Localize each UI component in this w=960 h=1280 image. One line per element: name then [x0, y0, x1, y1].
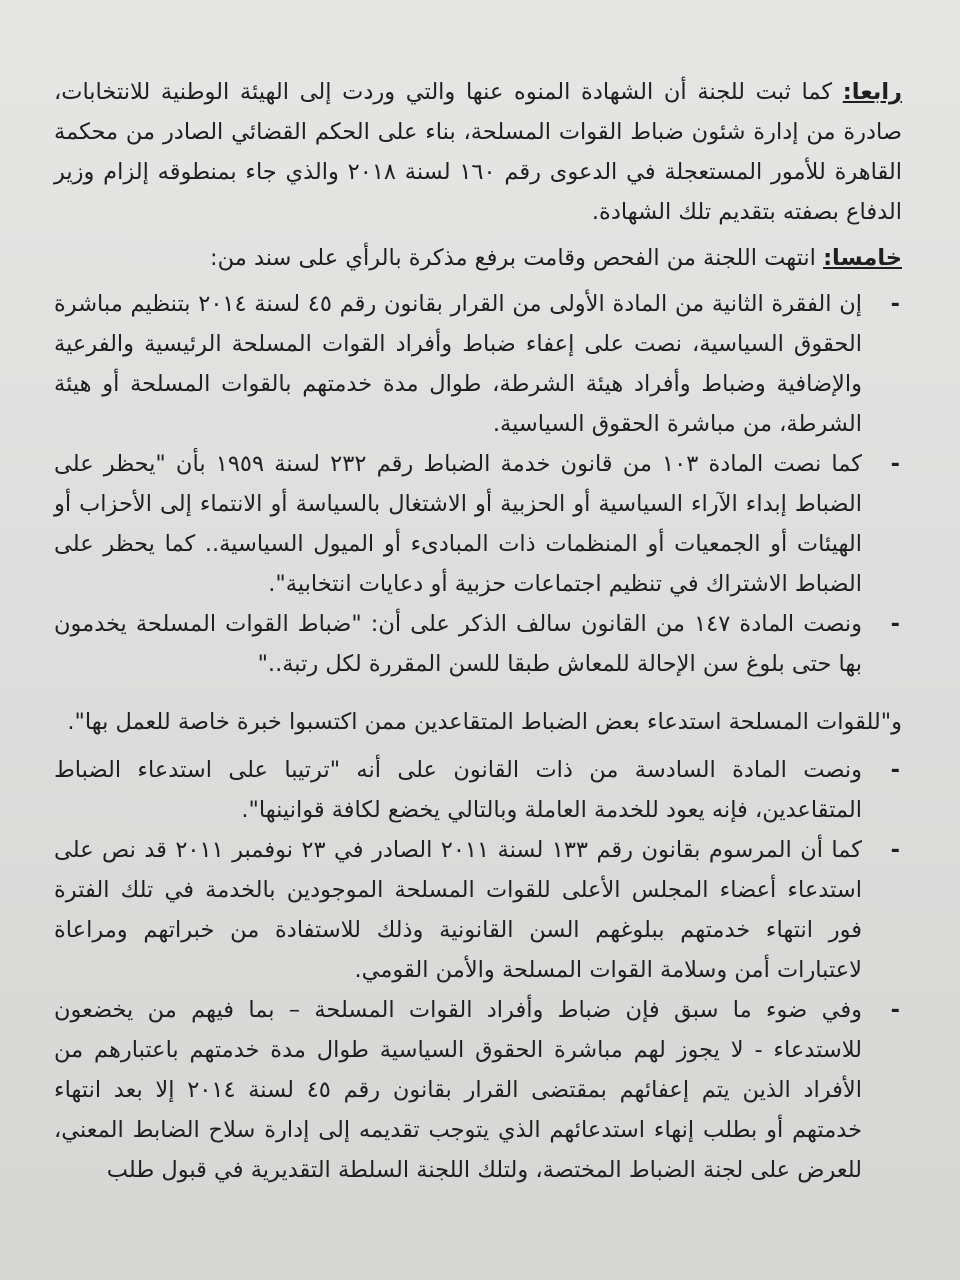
list-item-article-six [54, 750, 902, 830]
list-item-text: كما نصت المادة ١٠٣ من قانون خدمة الضباط رقم ٢٣٢ لسنة ١٩٥٩ بأن "يحظر على الضباط إبداء الآراء السياسية أو الحزبية أو الاشتغال بالسياسة أو الانتماء إلى الأحزاب أو الهيئات أو الجمعيات أو المنظمات ذات المبادىء أو الميول السياسية.. كما يحظر على الضباط الاشتراك في تنظيم اجتماعات حزبية أو دعايات انتخابية". [54, 451, 862, 597]
section-fourth [54, 72, 902, 232]
list-item-article-147 [54, 604, 902, 684]
section-fourth-text: كما ثبت للجنة أن الشهادة المنوه عنها والتي وردت إلى الهيئة الوطنية للانتخابات، صادرة من إدارة شئون ضباط القوات المسلحة، بناء على الحكم القضائي الصادر من محكمة القاهرة للأمور المستعجلة في الدعوى رقم ١٦٠ لسنة ٢٠١٨ والذي جاء بمنطوقه إلزام وزير الدفاع بصفته بتقديم تلك الشهادة. [54, 79, 902, 225]
list-item-text: إن الفقرة الثانية من المادة الأولى من القرار بقانون رقم ٤٥ لسنة ٢٠١٤ بتنظيم مباشرة الحقوق السياسية، نصت على إعفاء ضباط وأفراد القوات المسلحة الرئيسية والفرعية والإضافية وضباط وأفراد هيئة الشرطة، طوال مدة خدمتهم بالقوات المسلحة أو هيئة الشرطة، من مباشرة الحقوق السياسية. [54, 291, 862, 437]
section-fifth [54, 238, 902, 278]
bullet-dash: - [890, 291, 900, 317]
bullet-dash: - [890, 757, 900, 783]
list-item-text: كما أن المرسوم بقانون رقم ١٣٣ لسنة ٢٠١١ الصادر في ٢٣ نوفمبر ٢٠١١ قد نص على استدعاء أعضاء المجلس الأعلى للقوات المسلحة الموجودين بالخدمة في تلك الفترة فور انتهاء خدمتهم ببلوغهم السن القانونية وذلك للاستفادة من خبراتهم ومراعاة لاعتبارات أمن وسلامة القوات المسلحة والأمن القومي. [54, 837, 862, 983]
continuation-paragraph: و"للقوات المسلحة استدعاء بعض الضباط المتقاعدين ممن اكتسبوا خبرة خاصة للعمل بها". [67, 709, 902, 735]
list-item-conclusion [54, 990, 902, 1190]
list-item-text: ونصت المادة ١٤٧ من القانون سالف الذكر على أن: "ضباط القوات المسلحة يخدمون بها حتى بلوغ سن الإحالة للمعاش طبقا للسن المقررة لكل رتبة.." [54, 611, 862, 677]
list-item-political-rights-exemption [54, 284, 902, 444]
bullet-dash: - [890, 451, 900, 477]
bullet-dash: - [890, 611, 900, 637]
section-fourth-heading: رابعا: [842, 79, 903, 105]
list-item-article-103 [54, 444, 902, 604]
section-fifth-text: انتهت اللجنة من الفحص وقامت برفع مذكرة بالرأي على سند من: [210, 245, 816, 271]
list-item-text: وفي ضوء ما سبق فإن ضباط وأفراد القوات المسلحة – بما فيهم من يخضعون للاستدعاء - لا يجوز لهم مباشرة الحقوق السياسية طوال مدة خدمتهم باعتبارهم من الأفراد الذين يتم إعفائهم بمقتضى القرار بقانون رقم ٤٥ لسنة ٢٠١٤ إلا بعد انتهاء خدمتهم أو بطلب إنهاء استدعائهم الذي يتوجب تقديمه إلى إدارة سلاح الضابط المعني، للعرض على لجنة الضباط المختصة، ولتلك اللجنة السلطة التقديرية في قبول طلب [54, 997, 863, 1183]
bullet-dash: - [890, 997, 900, 1023]
list-item-decree-133 [54, 830, 902, 990]
bullet-dash: - [890, 837, 900, 863]
section-fifth-heading: خامسا: [823, 245, 902, 271]
list-item-text: ونصت المادة السادسة من ذات القانون على أنه "ترتيبا على استدعاء الضباط المتقاعدين، فإنه يعود للخدمة العاملة وبالتالي يخضع لكافة قوانينها". [54, 757, 862, 823]
